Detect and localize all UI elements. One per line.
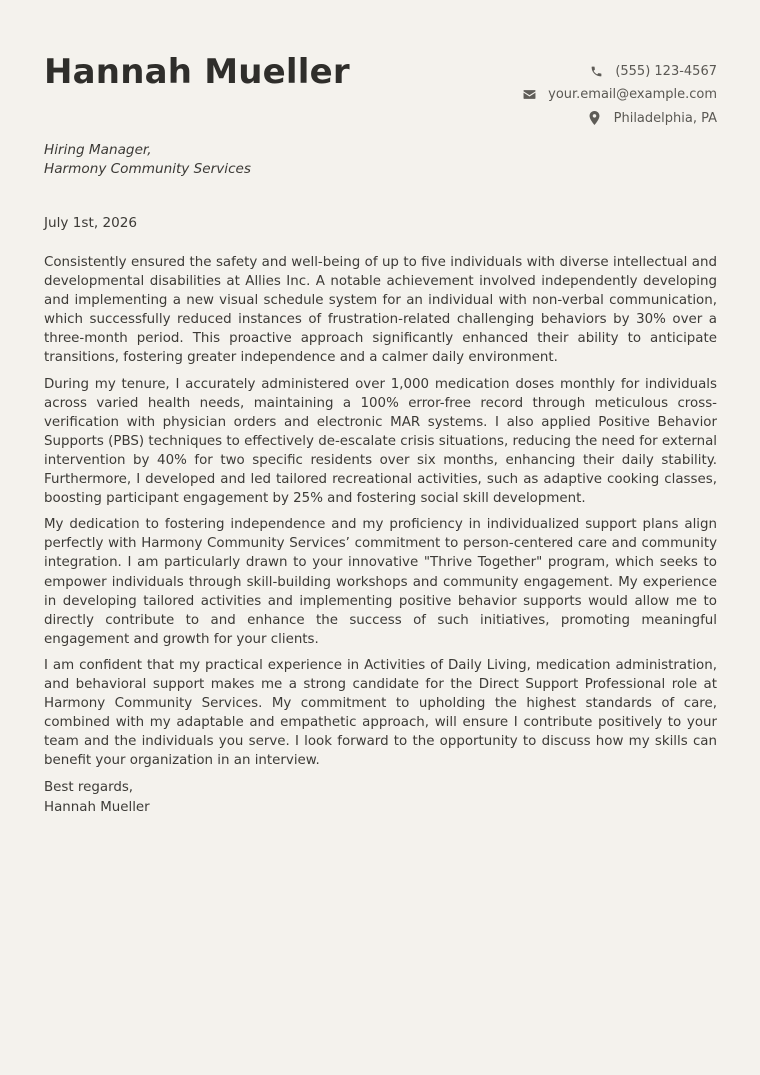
- recipient-title: Hiring Manager,: [44, 142, 152, 158]
- cover-letter-page: [44, 0, 717, 1075]
- contact-email: [522, 83, 717, 106]
- applicant-name: Hannah Mueller: [44, 52, 350, 92]
- closing-block: [44, 778, 717, 816]
- body-paragraph: My dedication to fostering independence and my proficiency in individualized support plans align perfectly with Harmony Community Services’ commitment to person-centered care and community integration. I am particularly drawn to your innovative "Thrive Together" program, which seeks to empower individuals through skill-building workshops and community engagement. My experience in developing tailored activities and implementing positive behavior supports would allow me to directly contribute to and enhance the success of such initiatives, promoting meaningful engagement and growth for your clients.: [44, 517, 717, 647]
- phone-icon: [589, 65, 603, 79]
- contact-phone: [522, 60, 717, 83]
- recipient-block: [44, 141, 251, 179]
- closing-salutation: Best regards,: [44, 780, 134, 796]
- email-text[interactable]: your.email@example.com: [548, 87, 717, 103]
- body-paragraph: Consistently ensured the safety and well-being of up to five individuals with diverse intellectual and developmental disabilities at Allies Inc. A notable achievement involved independently developing and implementing a new visual schedule system for an individual with non-verbal communication, which successfully reduced instances of frustration-related challenging behaviors by 30% over a three-month period. This proactive approach significantly enhanced their ability to anticipate transitions, fostering greater independence and a calmer daily environment.: [44, 255, 717, 366]
- body-paragraph: During my tenure, I accurately administered over 1,000 medication doses monthly for individuals across varied health needs, maintaining a 100% error-free record through meticulous cross-verification with physician orders and electronic MAR systems. I also applied Positive Behavior Supports (PBS) techniques to effectively de-escalate crisis situations, reducing the need for external intervention by 40% for two specific residents over six months, enhancing their daily stability. Furthermore, I developed and led tailored recreational activities, such as adaptive cooking classes, boosting participant engagement by 25% and fostering social skill development.: [44, 376, 718, 507]
- closing-signature: Hannah Mueller: [44, 799, 150, 815]
- letter-date: July 1st, 2026: [44, 215, 138, 231]
- map-pin-icon: [588, 111, 602, 125]
- recipient-company: Harmony Community Services: [44, 161, 251, 177]
- letter-body: [44, 253, 717, 817]
- contact-location: [522, 107, 717, 130]
- body-paragraph: I am confident that my practical experience in Activities of Daily Living, medication administration, and behavioral support makes me a strong candidate for the Direct Support Professional role at Harmony Community Services. My commitment to upholding the highest standards of care, combined with my adaptable and empathetic approach, will ensure I contribute positively to your team and the individuals you serve. I look forward to the opportunity to discuss how my skills can benefit your organization in an interview.: [44, 657, 717, 769]
- phone-text[interactable]: (555) 123-4567: [615, 64, 717, 80]
- envelope-icon: [522, 88, 536, 102]
- contact-block: [522, 60, 717, 130]
- location-text: Philadelphia, PA: [613, 110, 717, 126]
